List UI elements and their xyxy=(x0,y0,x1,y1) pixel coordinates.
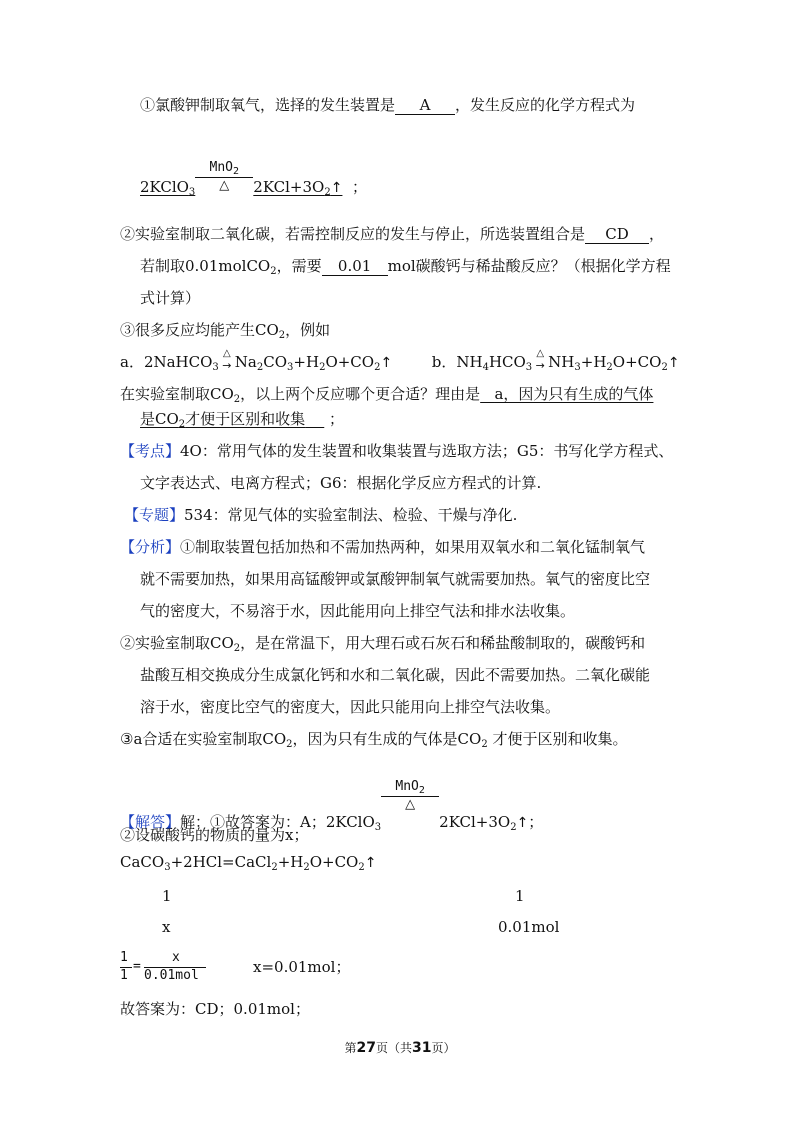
fenxi-l3: 气的密度大，不易溶于水，因此能用向上排空气法和排水法收集。 xyxy=(140,602,576,620)
reaction-a xyxy=(120,348,393,373)
jieda-a1rsub: 2 xyxy=(510,822,517,833)
fenxi-l7sub2: 2 xyxy=(481,739,488,750)
q2-answer1-blank xyxy=(585,225,649,244)
rb-sub1: 4 xyxy=(482,362,489,373)
catalyst-text: MnO xyxy=(395,779,419,794)
reaction-condition xyxy=(381,779,439,829)
q2-line1-end: ， xyxy=(649,225,665,243)
q2-line-3 xyxy=(140,289,200,309)
jieda-a1r: 2KCl+3O xyxy=(439,813,511,831)
q1-end: ； xyxy=(351,178,367,196)
footer-total-pages: 31 xyxy=(412,1040,432,1056)
reaction-b xyxy=(431,348,680,373)
heat-symbol: △ xyxy=(405,797,416,812)
fenxi-l4sub: 2 xyxy=(233,643,241,654)
catalyst-text: MnO xyxy=(209,160,234,175)
rb-sub3: 3 xyxy=(574,362,581,373)
fenxi-l2: 就不需要加热，如果用高锰酸钾或氯酸钾制氧气就需要加热。氧气的密度比空 xyxy=(140,570,651,588)
eq-c: +H xyxy=(277,853,304,871)
q1-line xyxy=(140,96,635,116)
arrow-icon: → xyxy=(535,359,545,372)
eq-sub1: 3 xyxy=(164,862,171,873)
heat-triangle: △ xyxy=(222,348,231,359)
q2-answer1: CD xyxy=(605,225,629,243)
frac-equals: = xyxy=(133,959,141,974)
fenxi-line-1 xyxy=(120,538,645,558)
q2-answer2-blank xyxy=(322,257,388,276)
rb-p2: +H xyxy=(580,353,607,371)
ra-p1: Na xyxy=(234,353,257,371)
q1-answer: A xyxy=(419,96,431,114)
fenxi-line-6 xyxy=(140,698,560,718)
fenxi-line-3 xyxy=(140,602,575,622)
fenxi-l7b: ，因为只有生成的气体是CO xyxy=(292,730,482,748)
frac1-numerator: 1 xyxy=(120,950,128,965)
catalyst-sub: 2 xyxy=(233,166,240,177)
kaodian-line-1 xyxy=(120,442,673,462)
jieda-tag: 【解答】 xyxy=(120,813,181,831)
frac2-numerator: x xyxy=(172,950,180,965)
fenxi-l7c: 才便于区别和收集。 xyxy=(487,730,628,748)
zhuanti-tag: 【专题】 xyxy=(124,506,185,524)
zhuanti-text: 534：常见气体的实验室制法、检验、干燥与净化. xyxy=(184,506,518,524)
q3-reason2b: 才便于区别和收集 xyxy=(185,410,306,428)
q3-reason1-text: a，因为只有生成的气体 xyxy=(494,385,654,403)
footer-page-number: 27 xyxy=(356,1040,376,1056)
page-footer xyxy=(0,1039,800,1057)
ratio-left-top: 1 xyxy=(162,887,172,905)
ra-p4: O+CO xyxy=(325,353,375,371)
eq-sub3: 2 xyxy=(303,862,310,873)
q3-q-mid: ，以上两个反应哪个更合适？理由是 xyxy=(240,385,481,403)
rb-p3: O+CO xyxy=(612,353,662,371)
fenxi-l7a: ③a合适在实验室制取CO xyxy=(120,730,287,748)
q2-line-1 xyxy=(120,225,664,245)
q2-line1-text: ②实验室制取二氧化碳，若需控制反应的发生与停止，所选装置组合是 xyxy=(120,225,586,243)
zhuanti-line xyxy=(124,506,517,526)
jieda-a1sub: 3 xyxy=(374,822,382,833)
q3-reason2a: 是CO xyxy=(140,410,179,428)
ra-sub5: 2 xyxy=(374,362,381,373)
heat-arrow xyxy=(532,348,548,372)
eq-right-sub: 2 xyxy=(324,187,331,198)
fenxi-l4a: ②实验室制取CO xyxy=(120,634,234,652)
arrow-icon: → xyxy=(222,359,232,372)
gas-arrow-icon: ↑ xyxy=(364,855,377,871)
q3-question-cont xyxy=(140,410,344,430)
result-text: x=0.01mol； xyxy=(253,958,351,976)
catalyst-sub: 2 xyxy=(418,785,425,796)
q3-reason-2 xyxy=(140,410,324,428)
rb-p1: NH xyxy=(548,353,575,371)
q1-equation-underlined xyxy=(140,160,343,198)
fenxi-tag: 【分析】 xyxy=(120,538,181,556)
q2-line2-suffix: mol碳酸钙与稀盐酸反应？（根据化学方程 xyxy=(387,257,671,275)
catalyst-label xyxy=(195,160,253,177)
reaction-condition xyxy=(195,160,253,196)
kaodian-line-2 xyxy=(140,474,541,494)
fenxi-l5: 盐酸互相交换成分生成氯化钙和水和二氧化碳，因此不需要加热。二氧化碳能 xyxy=(140,666,651,684)
gas-arrow-icon: ↑ xyxy=(330,180,343,196)
q3-line1-text: ③很多反应均能产生CO xyxy=(120,321,279,339)
fenxi-line-7 xyxy=(120,730,627,750)
q1-suffix: ，发生反应的化学方程式为 xyxy=(455,96,636,114)
ratio-right-bottom: 0.01mol xyxy=(498,918,560,936)
fenxi-line-2 xyxy=(140,570,650,590)
q2-line2-mid: ，需要 xyxy=(276,257,322,275)
ra-sub2: 2 xyxy=(256,362,264,373)
kaodian-tag: 【考点】 xyxy=(120,442,181,460)
q3-reactions xyxy=(120,348,680,373)
eq-right: 2KCl+3O xyxy=(253,178,325,196)
ra-sub4: 2 xyxy=(319,362,326,373)
reaction-a-label: a．2NaHCO xyxy=(120,353,213,371)
jieda-a1end: ； xyxy=(528,813,544,831)
eq-sub4: 2 xyxy=(358,862,365,873)
q2-line-2 xyxy=(140,257,671,277)
jieda-a2: ②设碳酸钙的物质的量为x； xyxy=(120,826,309,844)
q3-reason2-sub: 2 xyxy=(178,419,186,430)
frac1-denominator: 1 xyxy=(120,968,128,983)
q3-line-1 xyxy=(120,321,330,341)
eq-b: +2HCl=CaCl xyxy=(170,853,272,871)
q3-end: ； xyxy=(329,410,345,428)
q3-q-sub: 2 xyxy=(233,394,241,405)
jieda-a1: 解：①故答案为：A；2KClO xyxy=(180,813,375,831)
jieda-line-2 xyxy=(120,826,308,846)
heat-symbol: △ xyxy=(219,178,230,193)
ra-p3: +H xyxy=(293,353,320,371)
ratio-right-top: 1 xyxy=(515,887,525,905)
kaodian-line1: 4O：常用气体的发生装置和收集装置与选取方法；G5：书写化学方程式、 xyxy=(180,442,674,460)
catalyst-label xyxy=(381,779,439,796)
q2-line2-text: 若制取0.01molCO xyxy=(140,257,271,275)
footer-mid: 页（共 xyxy=(375,1041,412,1055)
fenxi-l4b: ，是在常温下，用大理石或石灰石和稀盐酸制取的，碳酸钙和 xyxy=(240,634,646,652)
eq-sub2: 2 xyxy=(271,862,278,873)
q3-reason-1 xyxy=(480,385,653,403)
ra-sub1: 3 xyxy=(212,362,219,373)
final-answer-text: 故答案为：CD；0.01mol； xyxy=(120,1000,310,1018)
eq-a: CaCO xyxy=(120,853,165,871)
kaodian-line2: 文字表达式、电离方程式；G6：根据化学反应方程式的计算. xyxy=(140,474,542,492)
q2-answer2: 0.01 xyxy=(337,257,372,275)
eq-d: O+CO xyxy=(309,853,359,871)
rb-sub5: 2 xyxy=(661,362,668,373)
frac2-denominator: 0.01mol xyxy=(144,968,199,983)
fenxi-line-5 xyxy=(140,666,650,686)
q3-q-prefix: 在实验室制取CO xyxy=(120,385,234,403)
gas-arrow-icon: ↑ xyxy=(380,355,393,371)
q3-line1-sub: 2 xyxy=(278,330,286,341)
q2-line3-text: 式计算） xyxy=(140,289,201,307)
rb-sub4: 2 xyxy=(606,362,613,373)
q3-line1-end: ，例如 xyxy=(285,321,331,339)
reaction-b-label: b．NH xyxy=(431,353,483,371)
heat-arrow xyxy=(219,348,235,372)
footer-pre: 第 xyxy=(344,1041,357,1055)
gas-arrow-icon: ↑ xyxy=(667,355,680,371)
rb-sub2: 3 xyxy=(525,362,533,373)
eq-left-sub: 3 xyxy=(188,187,196,198)
q3-question xyxy=(120,385,653,405)
ra-sub3: 3 xyxy=(287,362,294,373)
q1-equation xyxy=(140,160,367,198)
q1-answer-blank xyxy=(395,96,455,115)
ra-p2: CO xyxy=(263,353,288,371)
jieda-equation xyxy=(120,853,376,873)
fenxi-l7sub1: 2 xyxy=(286,739,293,750)
heat-triangle: △ xyxy=(536,348,545,359)
footer-post: 页） xyxy=(431,1041,456,1055)
fenxi-l1: ①制取装置包括加热和不需加热两种，如果用双氧水和二氧化锰制氧气 xyxy=(180,538,646,556)
gas-arrow-icon: ↑ xyxy=(516,815,529,831)
q1-prefix: ①氯酸钾制取氧气，选择的发生装置是 xyxy=(140,96,396,114)
ratio-left-bottom: x xyxy=(162,918,171,936)
q2-line2-sub: 2 xyxy=(270,266,277,277)
final-answer xyxy=(120,1000,310,1020)
fenxi-line-4 xyxy=(120,634,645,654)
fenxi-l6: 溶于水，密度比空气的密度大，因此只能用向上排空气法收集。 xyxy=(140,698,561,716)
rb-mid: HCO xyxy=(488,353,526,371)
eq-left: 2KClO xyxy=(140,178,189,196)
